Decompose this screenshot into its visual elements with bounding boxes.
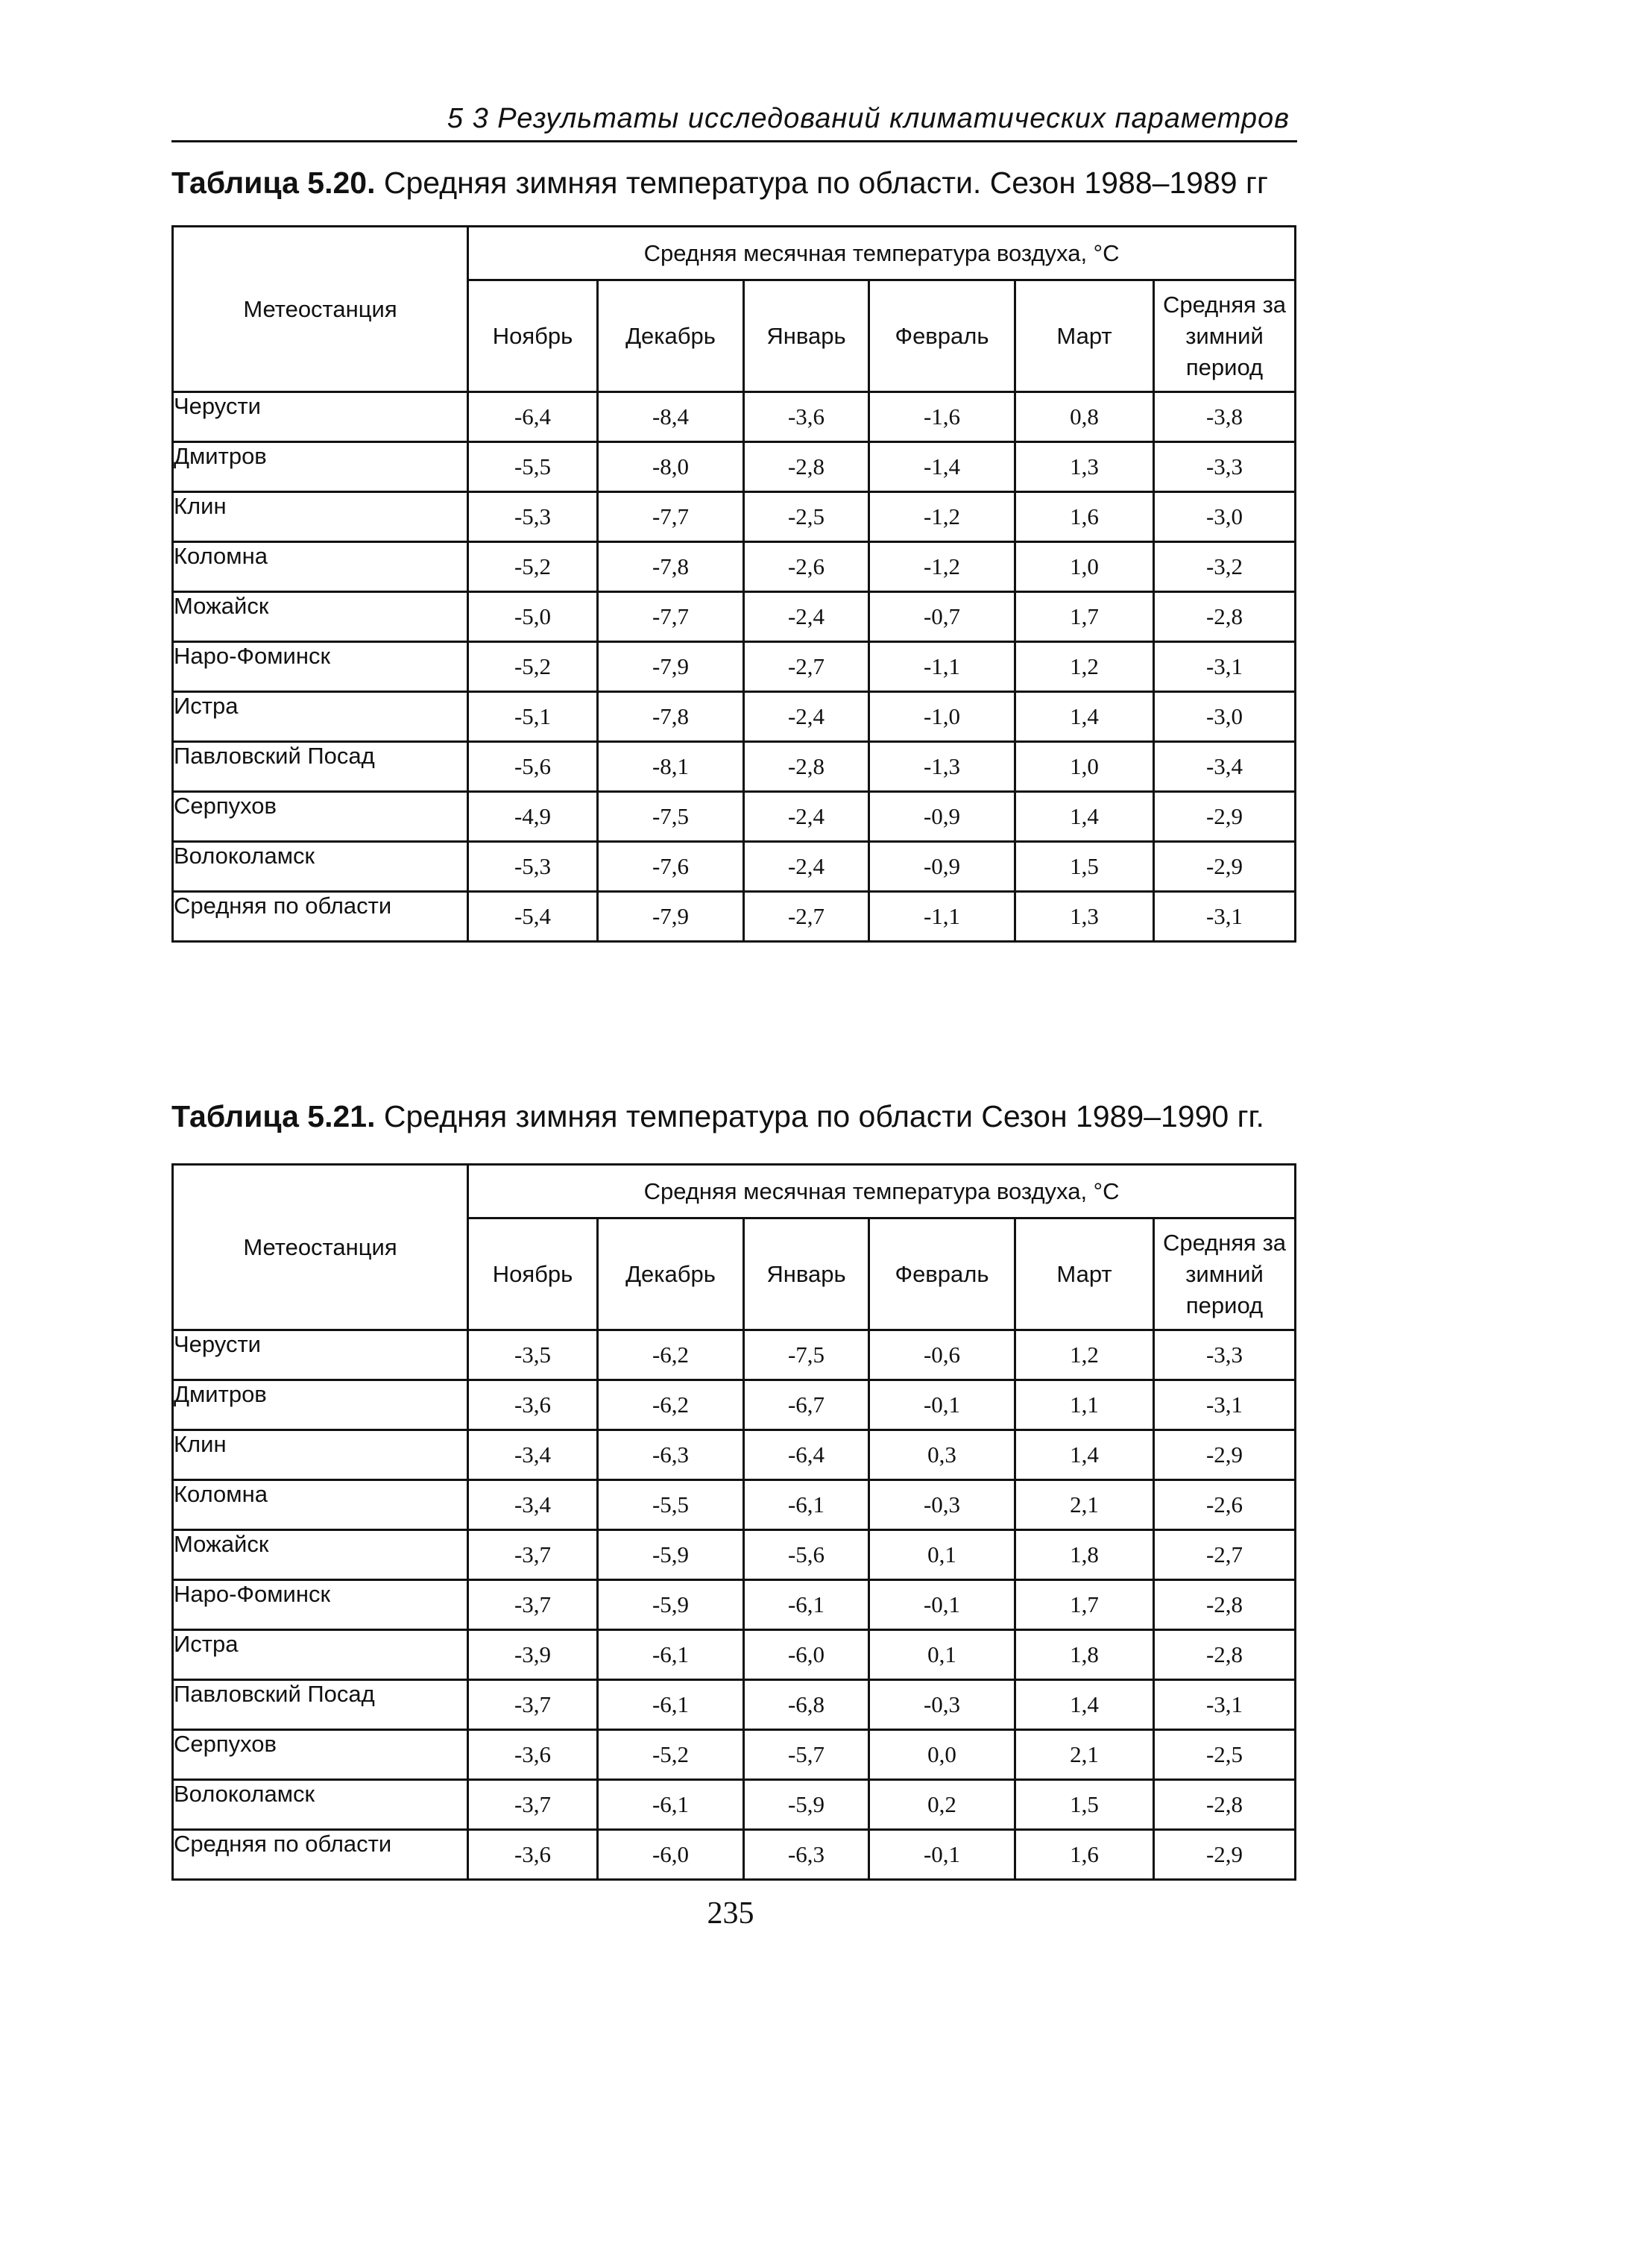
temperature-value-cell: -7,8 <box>598 692 744 742</box>
temperature-value-cell: 0,1 <box>869 1630 1015 1680</box>
temperature-value-cell: -2,6 <box>744 542 869 592</box>
temperature-value-cell: -2,7 <box>744 642 869 692</box>
temperature-value-cell: -2,4 <box>744 592 869 642</box>
table-row <box>173 542 1296 592</box>
table-row <box>173 492 1296 542</box>
temperature-value-cell: -5,1 <box>468 692 598 742</box>
temperature-value-cell: -6,0 <box>598 1830 744 1880</box>
temperature-value-cell: -0,3 <box>869 1680 1015 1730</box>
temperature-value-cell: -5,0 <box>468 592 598 642</box>
table-row <box>173 1530 1296 1580</box>
month-header-march: Март <box>1015 280 1154 392</box>
station-column-header: Метеостанция <box>173 227 468 392</box>
temperature-value-cell: -3,1 <box>1154 642 1296 692</box>
table-row <box>173 442 1296 492</box>
temperature-value-cell: -1,4 <box>869 442 1015 492</box>
temperature-value-cell: -3,7 <box>468 1780 598 1830</box>
temperature-value-cell: -0,1 <box>869 1580 1015 1630</box>
table-row <box>173 1580 1296 1630</box>
temperature-value-cell: -8,4 <box>598 392 744 442</box>
temperature-value-cell: 1,0 <box>1015 742 1154 792</box>
temperature-value-cell: -2,8 <box>1154 1630 1296 1680</box>
station-name-cell: Волоколамск <box>173 1780 468 1830</box>
temperature-value-cell: -6,7 <box>744 1380 869 1430</box>
temperature-value-cell: -2,9 <box>1154 1430 1296 1480</box>
temperature-value-cell: -3,3 <box>1154 442 1296 492</box>
temperature-value-cell: -2,5 <box>744 492 869 542</box>
running-header: 5 3 Результаты исследований климатических параметров <box>447 103 1290 134</box>
temperature-value-cell: -3,4 <box>468 1430 598 1480</box>
temperature-value-cell: -5,9 <box>744 1780 869 1830</box>
temperature-table-1989-1990 <box>171 1163 1296 1881</box>
temperature-value-cell: -5,5 <box>468 442 598 492</box>
temperature-value-cell: -3,6 <box>744 392 869 442</box>
month-header-march: Март <box>1015 1218 1154 1330</box>
temperature-value-cell: -7,9 <box>598 642 744 692</box>
temperature-value-cell: -5,3 <box>468 492 598 542</box>
temperature-value-cell: -2,9 <box>1154 792 1296 842</box>
temperature-value-cell: -8,1 <box>598 742 744 792</box>
table-caption-text: Средняя зимняя температура по области. Сезон 1988–1989 гг <box>383 166 1268 200</box>
station-name-cell: Черусти <box>173 392 468 442</box>
temperature-value-cell: 1,3 <box>1015 892 1154 942</box>
station-name-cell: Павловский Посад <box>173 742 468 792</box>
average-winter-header <box>1154 280 1296 392</box>
average-header-line: период <box>1185 1292 1264 1318</box>
temperature-value-cell: -2,8 <box>1154 592 1296 642</box>
table-row <box>173 842 1296 892</box>
table-row <box>173 1380 1296 1430</box>
station-name-cell: Клин <box>173 1430 468 1480</box>
temperature-value-cell: -2,8 <box>1154 1780 1296 1830</box>
temperature-value-cell: -5,6 <box>468 742 598 792</box>
temperature-value-cell: -2,9 <box>1154 1830 1296 1880</box>
temperature-value-cell: -0,9 <box>869 792 1015 842</box>
table-row <box>173 392 1296 442</box>
temperature-value-cell: 0,1 <box>869 1530 1015 1580</box>
temperature-value-cell: -3,6 <box>468 1730 598 1780</box>
table-row <box>173 792 1296 842</box>
temperature-value-cell: -1,2 <box>869 492 1015 542</box>
temperature-value-cell: -5,2 <box>468 642 598 692</box>
station-name-cell: Дмитров <box>173 442 468 492</box>
temperature-value-cell: -0,1 <box>869 1380 1015 1430</box>
average-winter-header <box>1154 1218 1296 1330</box>
temperature-value-cell: -6,1 <box>744 1480 869 1530</box>
month-header-november: Ноябрь <box>468 280 598 392</box>
table-row <box>173 1680 1296 1730</box>
temperature-value-cell: -1,6 <box>869 392 1015 442</box>
temperature-value-cell: -3,3 <box>1154 1330 1296 1380</box>
temperature-value-cell: -3,5 <box>468 1330 598 1380</box>
temperature-value-cell: -5,6 <box>744 1530 869 1580</box>
temperature-value-cell: -6,4 <box>468 392 598 442</box>
temperature-value-cell: -3,4 <box>468 1480 598 1530</box>
station-name-cell: Можайск <box>173 592 468 642</box>
temperature-value-cell: -7,5 <box>598 792 744 842</box>
page-number: 235 <box>707 1896 754 1931</box>
temperature-value-cell: -6,3 <box>744 1830 869 1880</box>
month-header-december: Декабрь <box>598 1218 744 1330</box>
temperature-value-cell: -4,9 <box>468 792 598 842</box>
station-name-cell: Волоколамск <box>173 842 468 892</box>
temperature-value-cell: -2,4 <box>744 792 869 842</box>
temperature-value-cell: -3,2 <box>1154 542 1296 592</box>
temperature-value-cell: -7,7 <box>598 492 744 542</box>
temperature-value-cell: -0,1 <box>869 1830 1015 1880</box>
temperature-value-cell: -3,0 <box>1154 692 1296 742</box>
temperature-value-cell: 0,2 <box>869 1780 1015 1830</box>
station-name-cell: Серпухов <box>173 1730 468 1780</box>
temperature-value-cell: -0,7 <box>869 592 1015 642</box>
temperature-value-cell: -5,2 <box>468 542 598 592</box>
table-row <box>173 892 1296 942</box>
temperature-value-cell: -1,0 <box>869 692 1015 742</box>
temperature-value-cell: -6,1 <box>598 1630 744 1680</box>
temperature-value-cell: 2,1 <box>1015 1480 1154 1530</box>
temperature-value-cell: -6,1 <box>744 1580 869 1630</box>
temperature-value-cell: -2,7 <box>744 892 869 942</box>
station-name-cell: Наро-Фоминск <box>173 1580 468 1630</box>
table-caption-text: Средняя зимняя температура по области Сезон 1989–1990 гг. <box>383 1099 1264 1133</box>
temperature-value-cell: 1,7 <box>1015 1580 1154 1630</box>
temperature-value-cell: -3,0 <box>1154 492 1296 542</box>
temperature-value-cell: 1,4 <box>1015 1680 1154 1730</box>
temperature-value-cell: -1,3 <box>869 742 1015 792</box>
station-name-cell: Коломна <box>173 1480 468 1530</box>
table-row <box>173 642 1296 692</box>
temperature-value-cell: -2,7 <box>1154 1530 1296 1580</box>
temperature-value-cell: -1,1 <box>869 892 1015 942</box>
temperature-value-cell: 1,6 <box>1015 492 1154 542</box>
temperature-value-cell: -1,2 <box>869 542 1015 592</box>
table-row <box>173 1330 1296 1380</box>
temperature-value-cell: -0,6 <box>869 1330 1015 1380</box>
table-caption-number: Таблица 5.21. <box>171 1099 376 1133</box>
temperature-value-cell: -6,0 <box>744 1630 869 1680</box>
table-caption <box>171 166 1268 201</box>
temperature-value-cell: 0,0 <box>869 1730 1015 1780</box>
temperature-value-cell: -7,8 <box>598 542 744 592</box>
temperature-value-cell: -5,5 <box>598 1480 744 1530</box>
group-column-header: Средняя месячная температура воздуха, °С <box>468 227 1296 280</box>
temperature-value-cell: 1,8 <box>1015 1630 1154 1680</box>
station-name-cell: Можайск <box>173 1530 468 1580</box>
temperature-value-cell: 1,5 <box>1015 1780 1154 1830</box>
temperature-value-cell: 1,4 <box>1015 692 1154 742</box>
temperature-value-cell: -2,6 <box>1154 1480 1296 1530</box>
temperature-value-cell: -3,1 <box>1154 892 1296 942</box>
temperature-value-cell: 1,3 <box>1015 442 1154 492</box>
temperature-value-cell: 1,7 <box>1015 592 1154 642</box>
table-row <box>173 692 1296 742</box>
temperature-value-cell: 1,5 <box>1015 842 1154 892</box>
temperature-value-cell: -7,9 <box>598 892 744 942</box>
temperature-value-cell: -3,4 <box>1154 742 1296 792</box>
month-header-january: Январь <box>744 280 869 392</box>
temperature-value-cell: -5,4 <box>468 892 598 942</box>
station-name-cell: Средняя по области <box>173 892 468 942</box>
header-rule <box>171 140 1297 142</box>
temperature-value-cell: -3,7 <box>468 1580 598 1630</box>
temperature-value-cell: -1,1 <box>869 642 1015 692</box>
month-header-february: Февраль <box>869 1218 1015 1330</box>
table-row <box>173 592 1296 642</box>
station-name-cell: Павловский Посад <box>173 1680 468 1730</box>
temperature-value-cell: -3,7 <box>468 1680 598 1730</box>
temperature-value-cell: -2,4 <box>744 842 869 892</box>
temperature-value-cell: 1,6 <box>1015 1830 1154 1880</box>
temperature-value-cell: 2,1 <box>1015 1730 1154 1780</box>
temperature-value-cell: 1,2 <box>1015 642 1154 692</box>
temperature-value-cell: -5,9 <box>598 1530 744 1580</box>
temperature-value-cell: -3,7 <box>468 1530 598 1580</box>
temperature-value-cell: -5,9 <box>598 1580 744 1630</box>
table-row <box>173 1430 1296 1480</box>
temperature-value-cell: -7,5 <box>744 1330 869 1380</box>
temperature-value-cell: -0,3 <box>869 1480 1015 1530</box>
average-header-line: зимний <box>1185 1260 1264 1287</box>
table-caption <box>171 1099 1264 1134</box>
table-row <box>173 1630 1296 1680</box>
temperature-value-cell: -5,3 <box>468 842 598 892</box>
temperature-value-cell: -8,0 <box>598 442 744 492</box>
month-header-january: Январь <box>744 1218 869 1330</box>
temperature-value-cell: -6,2 <box>598 1330 744 1380</box>
temperature-value-cell: 1,1 <box>1015 1380 1154 1430</box>
temperature-value-cell: -5,7 <box>744 1730 869 1780</box>
station-name-cell: Коломна <box>173 542 468 592</box>
temperature-value-cell: -6,1 <box>598 1680 744 1730</box>
temperature-value-cell: -2,4 <box>744 692 869 742</box>
temperature-value-cell: 0,3 <box>869 1430 1015 1480</box>
table-row <box>173 1830 1296 1880</box>
station-name-cell: Истра <box>173 692 468 742</box>
temperature-value-cell: 1,8 <box>1015 1530 1154 1580</box>
average-header-line: Средняя за <box>1162 291 1287 318</box>
station-name-cell: Средняя по области <box>173 1830 468 1880</box>
station-name-cell: Серпухов <box>173 792 468 842</box>
temperature-value-cell: -7,6 <box>598 842 744 892</box>
temperature-value-cell: -5,2 <box>598 1730 744 1780</box>
temperature-value-cell: -6,3 <box>598 1430 744 1480</box>
temperature-value-cell: 1,0 <box>1015 542 1154 592</box>
temperature-value-cell: -2,9 <box>1154 842 1296 892</box>
temperature-value-cell: -2,8 <box>744 742 869 792</box>
temperature-value-cell: -6,2 <box>598 1380 744 1430</box>
table-row <box>173 1780 1296 1830</box>
station-name-cell: Истра <box>173 1630 468 1680</box>
temperature-value-cell: -2,5 <box>1154 1730 1296 1780</box>
group-column-header: Средняя месячная температура воздуха, °С <box>468 1165 1296 1218</box>
table-row <box>173 742 1296 792</box>
temperature-value-cell: 0,8 <box>1015 392 1154 442</box>
temperature-value-cell: -3,8 <box>1154 392 1296 442</box>
month-header-december: Декабрь <box>598 280 744 392</box>
temperature-value-cell: -2,8 <box>744 442 869 492</box>
temperature-value-cell: -0,9 <box>869 842 1015 892</box>
temperature-value-cell: -6,8 <box>744 1680 869 1730</box>
temperature-table-1988-1989 <box>171 225 1296 943</box>
station-name-cell: Клин <box>173 492 468 542</box>
temperature-value-cell: -3,6 <box>468 1380 598 1430</box>
average-header-line: Средняя за <box>1162 1229 1287 1256</box>
temperature-value-cell: -7,7 <box>598 592 744 642</box>
temperature-value-cell: -6,4 <box>744 1430 869 1480</box>
table-row <box>173 1730 1296 1780</box>
temperature-value-cell: -3,1 <box>1154 1380 1296 1430</box>
station-column-header: Метеостанция <box>173 1165 468 1330</box>
temperature-value-cell: -6,1 <box>598 1780 744 1830</box>
temperature-value-cell: -2,8 <box>1154 1580 1296 1630</box>
temperature-value-cell: -3,6 <box>468 1830 598 1880</box>
month-header-november: Ноябрь <box>468 1218 598 1330</box>
average-header-line: зимний <box>1185 322 1264 349</box>
temperature-value-cell: -3,9 <box>468 1630 598 1680</box>
temperature-value-cell: -3,1 <box>1154 1680 1296 1730</box>
table-caption-number: Таблица 5.20. <box>171 166 376 200</box>
month-header-february: Февраль <box>869 280 1015 392</box>
station-name-cell: Черусти <box>173 1330 468 1380</box>
table-row <box>173 1480 1296 1530</box>
temperature-value-cell: 1,4 <box>1015 1430 1154 1480</box>
station-name-cell: Наро-Фоминск <box>173 642 468 692</box>
temperature-value-cell: 1,4 <box>1015 792 1154 842</box>
station-name-cell: Дмитров <box>173 1380 468 1430</box>
average-header-line: период <box>1185 353 1264 380</box>
temperature-value-cell: 1,2 <box>1015 1330 1154 1380</box>
